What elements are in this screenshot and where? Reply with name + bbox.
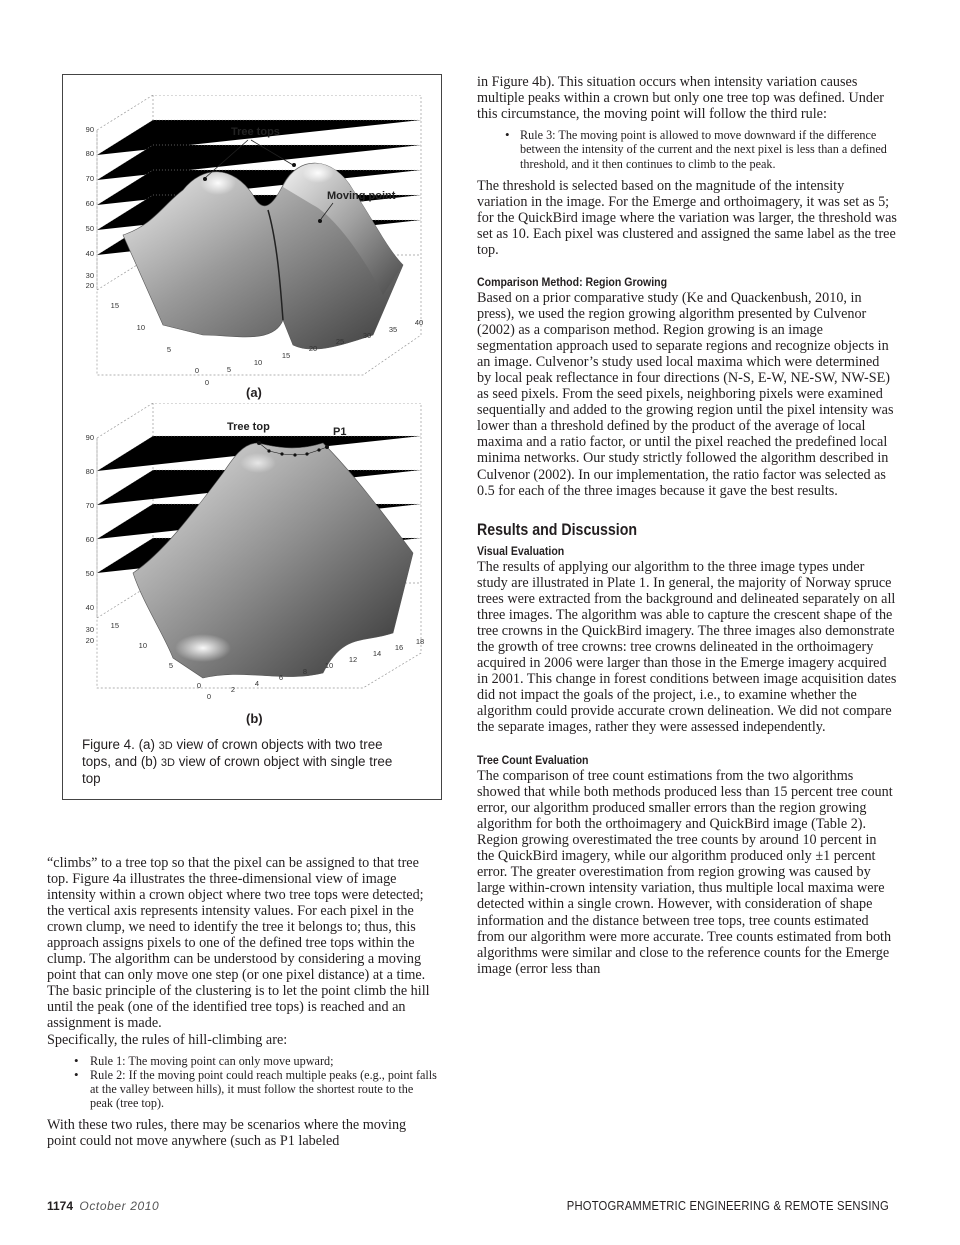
- x-tick: 10: [324, 661, 334, 670]
- figure-4b-3d-plot: [83, 403, 431, 703]
- x-tick: 10: [253, 358, 263, 367]
- x-tick: 8: [302, 667, 308, 676]
- x-tick: 20: [308, 344, 318, 353]
- z-tick: 50: [85, 224, 94, 233]
- x-tick: 4: [254, 679, 260, 688]
- paragraph: “climbs” to a tree top so that the pixel can be assigned to that tree top. Figure 4a illustrates the three-dimensional view of image intensity within a crown object where two tree tops were detected; the vertical axis represents intensity values. For each pixel in the crown clump, we need to identify the tree it belongs to; thus, this approach assigns pixels to one of the defined tree tops within the clump. The algorithm can be understood by considering a moving point that can only move one step (or one pixel distance) at a time. The basic principle of the clustering is to let the point climb the hill until the peak (one of the identified tree tops) is reached and an assignment is made.: [47, 855, 430, 1032]
- issue-date: October 2010: [79, 1199, 160, 1213]
- paragraph: With these two rules, there may be scenarios where the moving point could not move anywhere (such as P1 labeled: [47, 1117, 407, 1150]
- paragraph: The comparison of tree count estimations from the two algorithms showed that while both methods produced less than 15 percent tree count error, our algorithm produced smaller errors than the region growing algorithm for both the orthoimagery and QuickBird image (Table 2). Region growing overestimated the tree counts by around 10 percent in the QuickBird imagery, while our algorithm produced only ±1 percent error. The greater overestimation from region growing was caused by large within-crown intensity variation, thus multiple local maxima were detected within a single crown. However, with consideration of shape information and the distance between tree tops, tree counts estimated from our algorithm were more accurate. Tree counts estimated from both algorithms were similar and close to the reference counts for the Emerge image (error less than: [477, 768, 893, 977]
- z-tick: 90: [85, 125, 94, 134]
- y-tick: 5: [168, 661, 173, 670]
- z-tick: 30: [85, 271, 94, 280]
- panel-b-label: (b): [246, 711, 263, 726]
- z-tick: 30: [85, 625, 94, 634]
- label-p1: P1: [333, 426, 347, 438]
- paragraph: The threshold is selected based on the magnitude of the intensity variation in the image. For the Emerge and orthoimagery, it was set as 5; for the QuickBird image where the variation was larger, the threshold was set as 10. Each pixel was clustered and assigned the same label as the tree top.: [477, 177, 897, 258]
- z-tick: 40: [85, 249, 94, 258]
- rule-item: • Rule 3: The moving point is allowed to move downward if the difference between the intensity of the current and the next pixel is less than a defined threshold, and it then continues to climb to the peak.: [477, 128, 897, 171]
- x-tick: 16: [394, 643, 404, 652]
- journal-name: PHOTOGRAMMETRIC ENGINEERING & REMOTE SENSING: [566, 1199, 889, 1213]
- subsection-heading: Comparison Method: Region Growing: [477, 274, 668, 289]
- x-tick: 18: [415, 637, 425, 646]
- z-tick: 40: [85, 603, 94, 612]
- figure-4a-3d-plot: [83, 95, 431, 395]
- x-tick: 5: [226, 365, 232, 374]
- caption-figure-number: Figure 4.: [82, 737, 135, 752]
- paragraph: Specifically, the rules of hill-climbing are:: [47, 1031, 288, 1048]
- x-tick: 25: [335, 337, 345, 346]
- figure-4: [62, 74, 442, 800]
- z-tick: 60: [85, 535, 94, 544]
- z-tick: 60: [85, 199, 94, 208]
- y-tick: 15: [110, 301, 119, 310]
- paragraph: The results of applying our algorithm to the three image types under study are illustrated in Plate 1. In general, the majority of Norway spruce trees were extracted from the background and delineated separately on all three images. The algorithm was able to capture the crescent shape of the tree crowns in the QuickBird imagery. The three images also demonstrate the growth of tree crowns: tree crowns delineated in the orthoimagery acquired in 2006 were larger than those in the Emerge imagery acquired in 2001. This change in forest conditions between image acquisition dates did not impact the goals of the project, i.e., to examine whether the algorithm could provide accurate crown delineation. We did not compare the separate images, rather they were assessed independently.: [477, 558, 897, 736]
- rules-list: [477, 128, 897, 171]
- x-tick: 2: [230, 685, 236, 694]
- rules-list: [47, 1054, 437, 1111]
- figure-caption: Figure 4. (a) 3D view of crown objects with two tree tops, and (b) 3D view of crown object with single tree top: [82, 737, 393, 786]
- x-tick: 0: [206, 692, 212, 701]
- x-tick: 14: [372, 649, 382, 658]
- x-tick: 15: [281, 351, 291, 360]
- z-tick: 20: [85, 636, 94, 645]
- page-number: 1174: [47, 1199, 74, 1213]
- paragraph: in Figure 4b). This situation occurs when intensity variation causes multiple peaks within a crown but only one tree top was defined. Under this circumstance, the moving point will follow the third rule:: [477, 74, 884, 123]
- y-tick: 0: [194, 366, 199, 375]
- z-tick: 80: [85, 149, 94, 158]
- z-tick: 80: [85, 467, 94, 476]
- left-column: [47, 855, 437, 1149]
- right-column: [477, 74, 897, 977]
- y-tick: 15: [110, 621, 119, 630]
- label-tree-top: Tree top: [227, 421, 270, 433]
- label-moving-point: Moving point: [327, 190, 396, 202]
- x-tick: 30: [362, 331, 372, 340]
- section-heading: Results and Discussion: [477, 520, 638, 539]
- z-tick: 20: [85, 281, 94, 290]
- x-tick: 35: [388, 325, 398, 334]
- page-footer-left: [47, 1199, 159, 1213]
- y-tick: 10: [136, 323, 145, 332]
- z-tick: 70: [85, 174, 94, 183]
- y-tick: 10: [138, 641, 147, 650]
- subsection-heading: Tree Count Evaluation: [477, 753, 589, 768]
- x-tick: 12: [348, 655, 358, 664]
- rule-item: • Rule 1: The moving point can only move upward;: [47, 1054, 437, 1068]
- z-tick: 90: [85, 433, 94, 442]
- rule-item: • Rule 2: If the moving point could reach multiple peaks (e.g., point falls at the valley between hills), it must follow the shortest route to the peak (tree top).: [47, 1068, 437, 1111]
- y-tick: 0: [196, 681, 201, 690]
- z-tick: 50: [85, 569, 94, 578]
- x-tick: 0: [204, 378, 210, 387]
- y-tick: 5: [166, 345, 171, 354]
- x-tick: 40: [414, 318, 424, 327]
- paragraph: Based on a prior comparative study (Ke and Quackenbush, 2010, in press), we used the region growing algorithm presented by Culvenor (2002) as a comparison method. Region growing is an image segmentation approach used to separate regions and recognize objects in an image. Culvenor’s study used local maxima which were determined by local peak reflectance in four directions (N-S, E-W, NE-SW, NW-SE) as seed pixels. From the seed pixels, neighboring pixels were examined sequentially and added to the growing region until the pixel intensity was lower than a threshold defined by the product of the average of local maxima and a ratio factor, or until the pixel reached the predefined local minima networks. Our study strictly followed the algorithm described in Culvenor (2002). In our implementation, the ratio factor was selected as 0.5 for each of the three images because it gave the best results.: [477, 289, 894, 499]
- label-tree-tops: Tree tops: [231, 126, 280, 138]
- z-tick: 70: [85, 501, 94, 510]
- x-tick: 6: [278, 673, 284, 682]
- panel-a-label: (a): [246, 385, 262, 400]
- subsection-heading: Visual Evaluation: [477, 543, 565, 558]
